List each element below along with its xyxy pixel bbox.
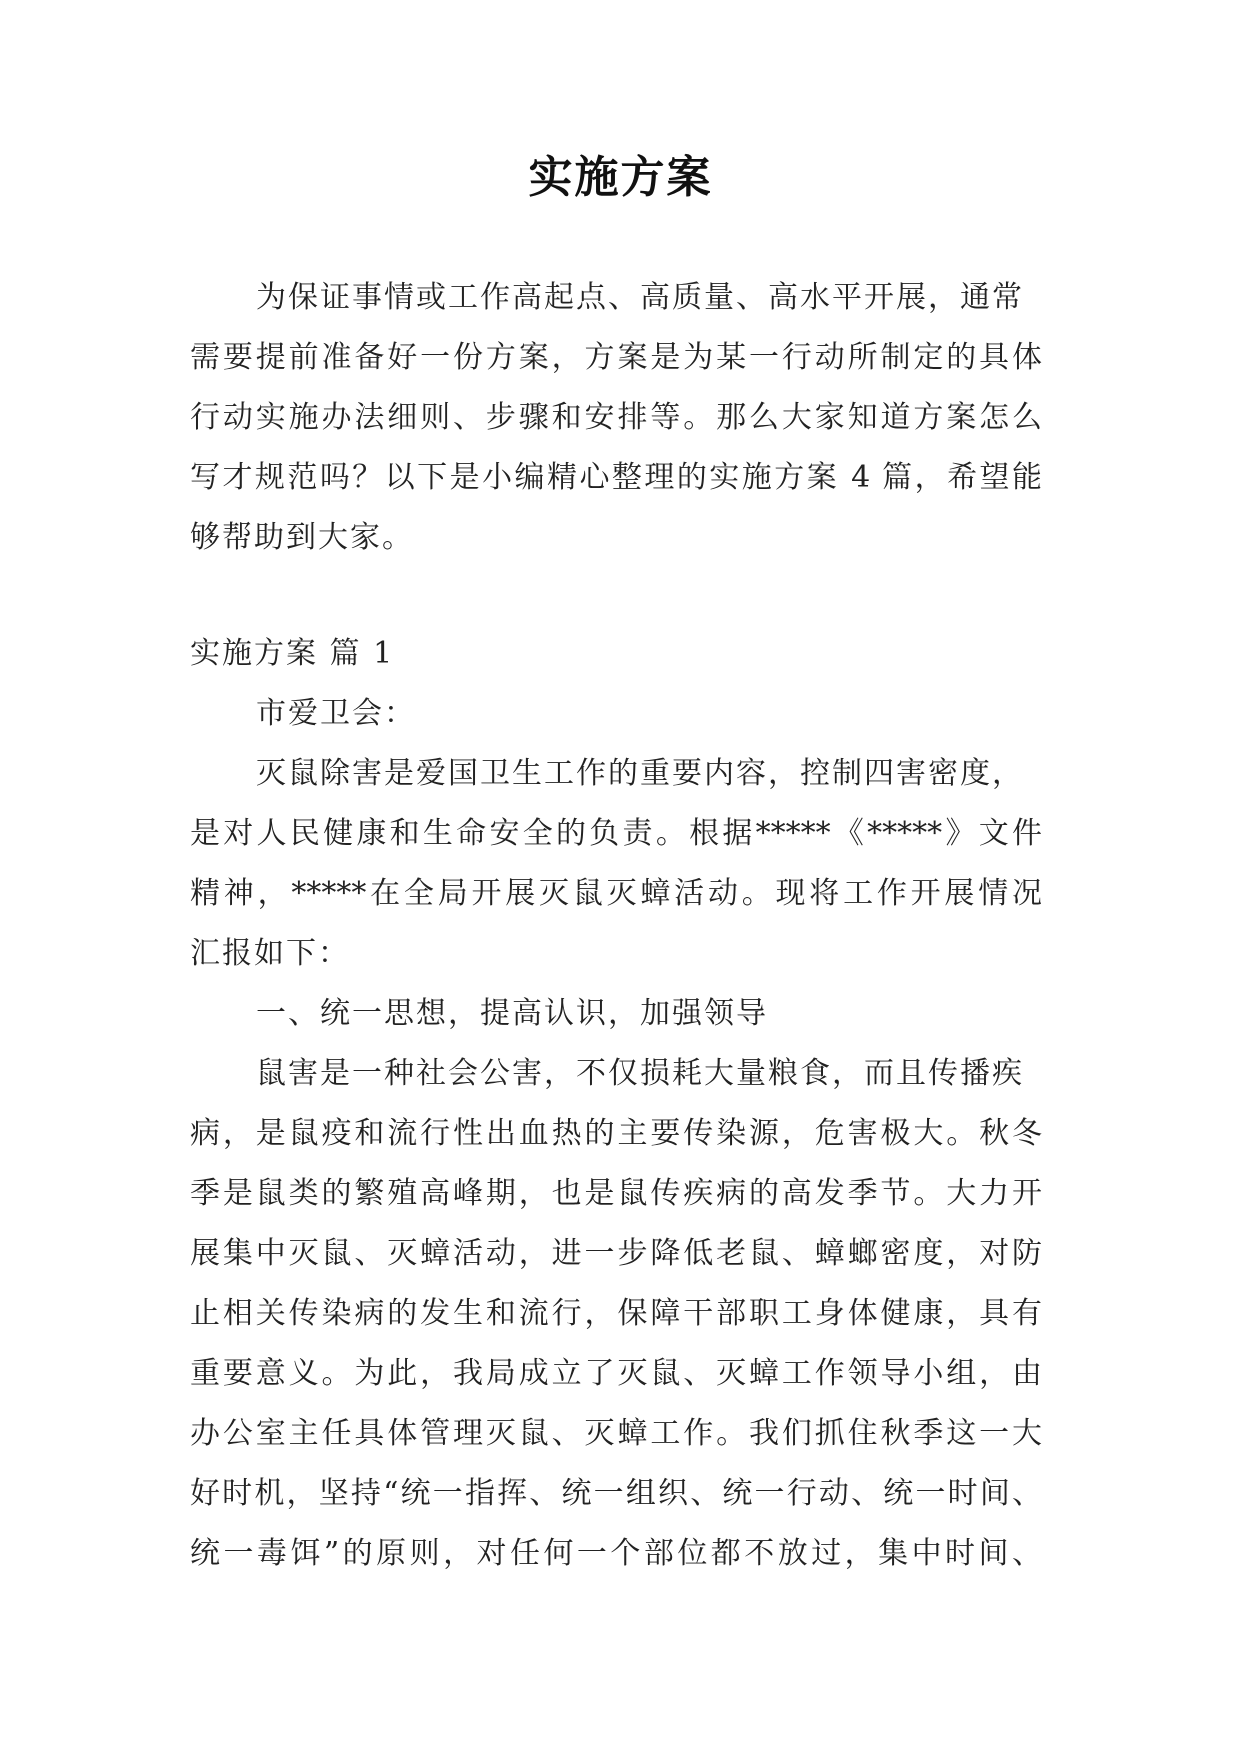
intro-line-2: 需要提前准备好一份方案，方案是为某一行动所制定的具体 — [190, 340, 1042, 375]
para1-line-1: 灭鼠除害是爱国卫生工作的重要内容，控制四害密度， — [256, 756, 1024, 791]
para2-line-7: 办公室主任具体管理灭鼠、灭蟑工作。我们抓住秋季这一大 — [190, 1416, 1042, 1451]
para1-line-2: 是对人民健康和生命安全的负责。根据*****《*****》文件 — [190, 816, 1042, 851]
section-heading: 实施方案 篇 1 — [190, 636, 395, 671]
intro-line-4: 写才规范吗？以下是小编精心整理的实施方案 4 篇，希望能 — [190, 460, 1042, 495]
para2-line-8: 好时机，坚持“统一指挥、统一组织、统一行动、统一时间、 — [190, 1476, 1042, 1511]
para2-line-2: 病，是鼠疫和流行性出血热的主要传染源，危害极大。秋冬 — [190, 1116, 1042, 1151]
para2-line-3: 季是鼠类的繁殖高峰期，也是鼠传疾病的高发季节。大力开 — [190, 1176, 1042, 1211]
para2-line-1: 鼠害是一种社会公害，不仅损耗大量粮食，而且传播疾 — [256, 1056, 1024, 1091]
subheading: 一、统一思想，提高认识，加强领导 — [256, 996, 768, 1031]
para2-line-6: 重要意义。为此，我局成立了灭鼠、灭蟑工作领导小组，由 — [190, 1356, 1042, 1391]
intro-line-5: 够帮助到大家。 — [190, 520, 414, 555]
para1-line-3: 精神，*****在全局开展灭鼠灭蟑活动。现将工作开展情况 — [190, 876, 1042, 911]
para1-line-4: 汇报如下： — [190, 936, 350, 971]
para2-line-4: 展集中灭鼠、灭蟑活动，进一步降低老鼠、蟑螂密度，对防 — [190, 1236, 1042, 1271]
salutation: 市爱卫会： — [256, 696, 416, 731]
document-title: 实施方案 — [528, 152, 713, 203]
intro-line-1: 为保证事情或工作高起点、高质量、高水平开展，通常 — [256, 280, 1024, 315]
intro-line-3: 行动实施办法细则、步骤和安排等。那么大家知道方案怎么 — [190, 400, 1042, 435]
para2-line-5: 止相关传染病的发生和流行，保障干部职工身体健康，具有 — [190, 1296, 1042, 1331]
para2-line-9: 统一毒饵”的原则，对任何一个部位都不放过，集中时间、 — [190, 1536, 1042, 1571]
